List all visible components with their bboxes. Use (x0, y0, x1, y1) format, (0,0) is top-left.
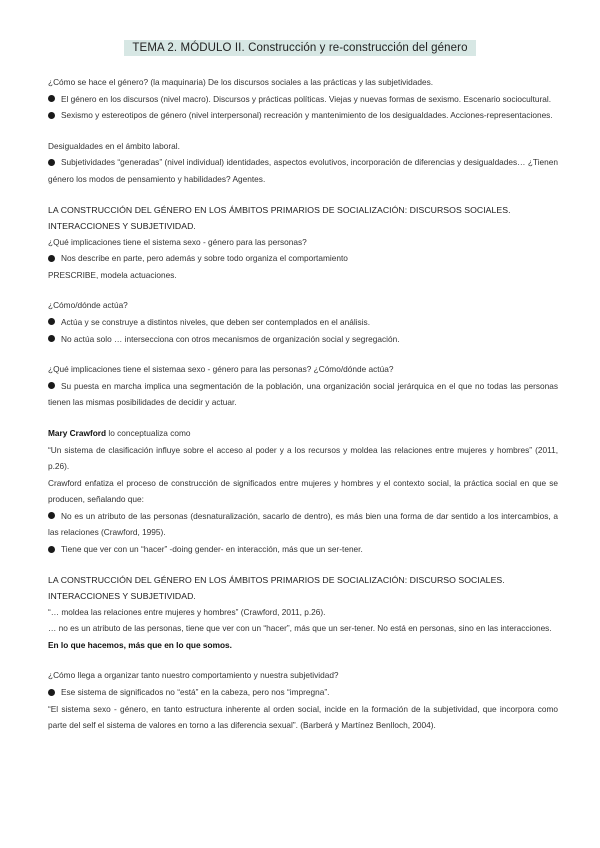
spacer (48, 347, 558, 361)
paragraph: ¿Cómo/dónde actúa? (48, 300, 128, 311)
bullet-item (48, 331, 558, 348)
paragraph: Desigualdades en el ámbito laboral. (48, 140, 180, 151)
paragraph: PRESCRIBE, modela actuaciones. (48, 269, 177, 280)
paragraph: “El sistema sexo - género, en tanto estructura inherente al orden social, incide en la formación de la subjetividad, que incorpora como parte del self el sistema de valores en torno a las diferencia sexual”. (Barberá y Martínez Benlloch, 2004). (48, 703, 558, 731)
bullet-item (48, 378, 558, 411)
paragraph: ¿Qué implicaciones tiene el sistema sexo - género para las personas? (48, 236, 307, 247)
paragraph: “… moldea las relaciones entre mujeres y hombres” (Crawford, 2011, p.26). (48, 606, 326, 617)
page-title: TEMA 2. MÓDULO II. Construcción y re-construcción del género (124, 40, 475, 56)
bullet-dot-icon (48, 255, 55, 262)
bullet-item (48, 684, 558, 701)
paragraph-text: lo conceptualiza como (106, 427, 191, 438)
spacer (48, 124, 558, 138)
bullet-dot-icon (48, 318, 55, 325)
bullet-text: Subjetividades “generadas” (nivel individual) identidades, aspectos evolutivos, incorporación de diferencias y desigualdades… ¿Tienen género los modos de pensamiento y habilidades? Agentes. (48, 157, 558, 184)
paragraph (48, 425, 558, 442)
paragraph: Crawford enfatiza el proceso de construcción de significados entre mujeres y hombres y el contexto social, la práctica social en que se producen, señalando que: (48, 477, 558, 505)
document-body (48, 74, 558, 734)
paragraph: … no es un atributo de las personas, tiene que ver con un “hacer”, más que un ser-tener. No está en personas, sino en las interacciones. (48, 623, 552, 634)
bullet-item (48, 154, 558, 187)
bullet-text: Sexismo y estereotipos de género (nivel interpersonal) recreación y mantenimiento de los desigualdades. Acciones-representaciones. (61, 110, 553, 121)
bullet-item (48, 314, 558, 331)
title-wrap (0, 38, 600, 56)
paragraph: ¿Qué implicaciones tiene el sistemaa sexo - género para las personas? ¿Cómo/dónde actúa? (48, 364, 394, 375)
author-name: Mary Crawford (48, 427, 107, 438)
paragraph: ¿Cómo llega a organizar tanto nuestro comportamiento y nuestra subjetividad? (48, 670, 339, 681)
spacer (48, 283, 558, 297)
bullet-text: Tiene que ver con un “hacer” -doing gender- en interacción, más que un ser-tener. (61, 544, 363, 555)
spacer (48, 653, 558, 667)
bullet-item (48, 250, 558, 267)
bullet-dot-icon (48, 512, 55, 519)
section-heading: LA CONSTRUCCIÓN DEL GÉNERO EN LOS ÁMBITOS PRIMARIOS DE SOCIALIZACIÓN: DISCURSOS SOCIALES. INTERACCIONES Y SUBJETIVIDAD. (48, 204, 511, 231)
bullet-item (48, 91, 558, 108)
bullet-item (48, 107, 558, 124)
spacer (48, 411, 558, 425)
bullet-dot-icon (48, 95, 55, 102)
spacer (48, 558, 558, 572)
bullet-text: El género en los discursos (nivel macro). Discursos y prácticas políticas. Viejas y nuevas formas de sexismo. Escenario sociocultural. (61, 93, 552, 104)
paragraph: ¿Cómo se hace el género? (la maquinaria) De los discursos sociales a las prácticas y las subjetividades. (48, 77, 434, 87)
bullet-text: Nos describe en parte, pero además y sobre todo organiza el comportamiento (61, 253, 348, 264)
bullet-dot-icon (48, 689, 55, 696)
bullet-text: Ese sistema de significados no “está” en la cabeza, pero nos “impregna”. (61, 687, 330, 698)
bullet-dot-icon (48, 546, 55, 553)
bullet-dot-icon (48, 112, 55, 119)
section-heading: LA CONSTRUCCIÓN DEL GÉNERO EN LOS ÁMBITOS PRIMARIOS DE SOCIALIZACIÓN: DISCURSO SOCIALES. INTERACCIONES Y SUBJETIVIDAD. (48, 574, 505, 601)
bullet-item (48, 541, 558, 558)
bullet-item (48, 508, 558, 541)
bullet-text: No es un atributo de las personas (desnaturalización, sacarlo de dentro), es más bien una forma de dar sentido a los intercambios, a las relaciones (Crawford, 1995). (48, 510, 558, 538)
bullet-dot-icon (48, 335, 55, 342)
bullet-dot-icon (48, 159, 55, 166)
spacer (48, 188, 558, 202)
bullet-dot-icon (48, 382, 55, 389)
emphasis-line: En lo que hacemos, más que en lo que somos. (48, 639, 232, 650)
paragraph: “Un sistema de clasificación influye sobre el acceso al poder y a los recursos y moldea las relaciones entre mujeres y hombres” (2011, p.26). (48, 444, 558, 472)
bullet-text: Su puesta en marcha implica una segmentación de la población, una organización social jerárquica en el que no todas las personas tienen las mismas posibilidades de decidir y actuar. (48, 380, 558, 408)
bullet-text: No actúa solo … intersecciona con otros mecanismos de organización social y segregación. (61, 333, 400, 344)
bullet-text: Actúa y se construye a distintos niveles, que deben ser contemplados en el análisis. (61, 316, 371, 327)
